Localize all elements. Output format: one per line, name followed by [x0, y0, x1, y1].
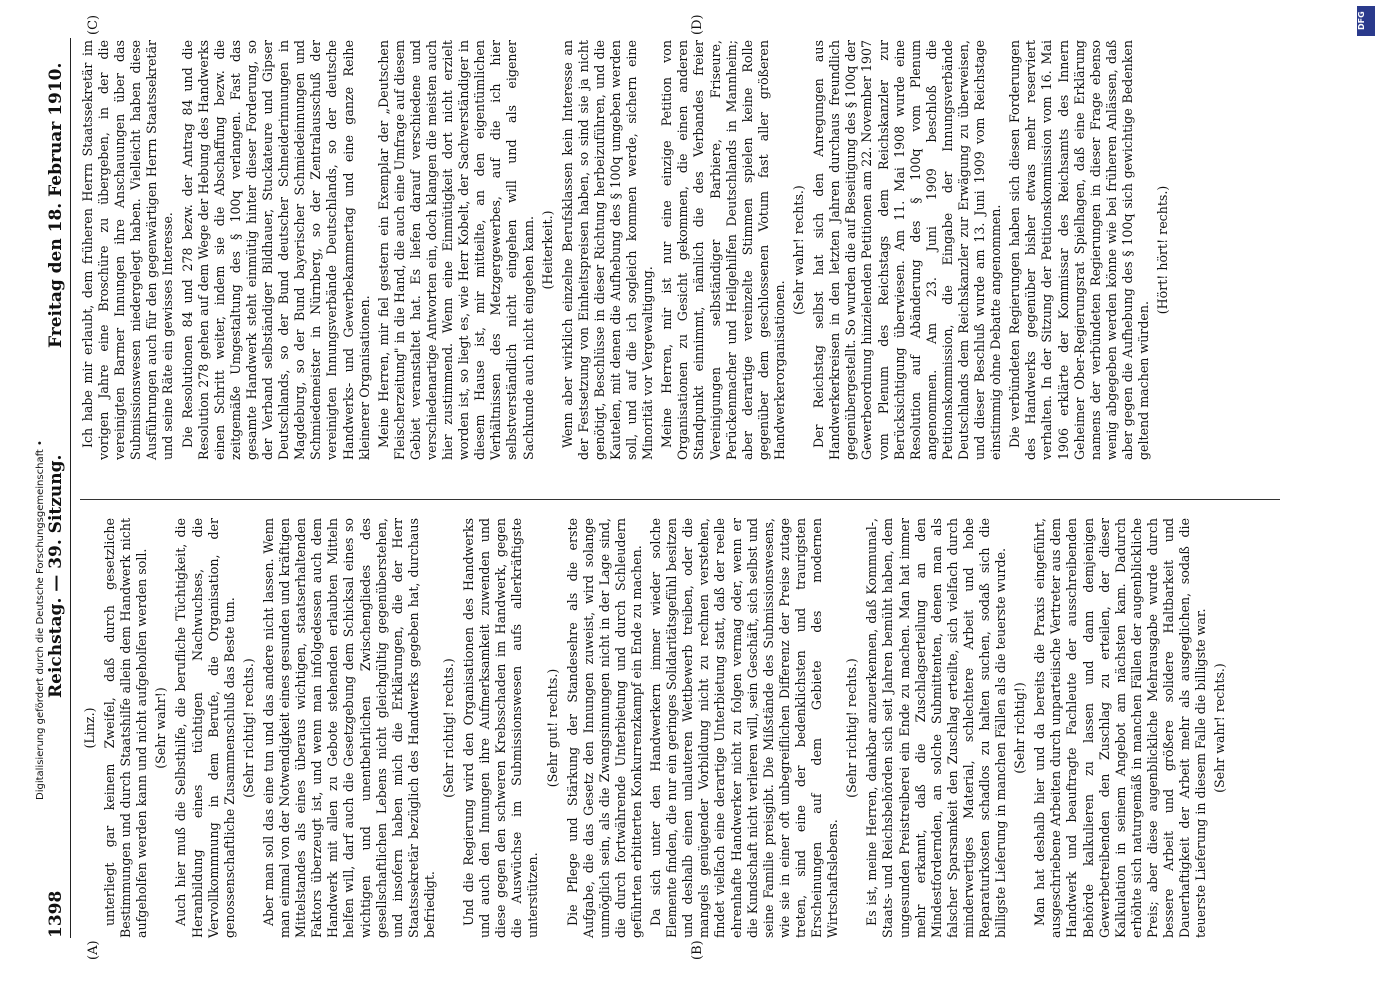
paragraph: Wenn aber wirklich einzelne Berufsklassen kein Interesse an der Festsetzung von Einheitspreisen haben, so sind sie ja nicht genötigt, Beschlüsse in dieser Richtung herbeizuführen, und die Kautelen, mit denen die Aufhebung des § 100q umgeben werden soll, und auf die ich sogleich kommen werde, sichern eine Minorität vor Vergewaltigung.: [559, 40, 656, 460]
digitization-note: Digitalisierung gefördert durch die Deutsche Forschungsgemeinschaft •: [35, 440, 46, 800]
column-divider: [80, 499, 1280, 500]
left-text-column: [80, 518, 1232, 938]
paragraph: (Sehr wahr!): [153, 687, 169, 769]
paragraph: Und die Regierung wird den Organisationen des Handwerks und auch den Innungen ihre Aufmerksamkeit zuwenden und diese gegen den schweren Krebsschaden im Handwerk, gegen die Auswüchse im Submissionswesen aufs allerkräftigste unterstützen.: [461, 518, 541, 938]
paragraph: Die verbündeten Regierungen haben sich diesen Forderungen des Handwerks gegenüber bisher etwas mehr reserviert verhalten. In der Sitzung der Petitionskommission vom 16. Mai 1906 erklärte der Kommissar des Reichsamts des Innern Geheimer Ober-Regierungsrat Spielhagen, daß eine Erklärung namens der verbündeten Regierungen in dieser Frage ebenso wenig abgegeben werden könne wie bei früheren Anlässen, daß aber gegen die Aufhebung des § 100q sich gewichtige Bedenken geltend machen würden.: [1007, 40, 1151, 460]
paragraph: Auch hier muß die Selbsthilfe, die berufliche Tüchtigkeit, die Heranbildung eines tüchtigen Nachwuchses, die Vervollkommnung in dem Berufe, die Organisation, der genossenschaftliche Zusammenschluß das Beste tun.: [173, 518, 237, 938]
page-number: 1398: [46, 890, 66, 938]
paragraph: (Sehr richtig!): [1012, 682, 1028, 774]
paragraph: Es ist, meine Herren, dankbar anzuerkennen, daß Kommunal-, Staats- und Reichsbehörden sich seit Jahren bemüht haben, dem ungesunden Preistreiberei ein Ende zu machen. Man hat immer mehr erkannt, daß die Zuschlagserteilung an den Mindestfordernden, an solche Submittenten, denen man als falscher Sparsamkeit den Zuschlag erteilte, sich vielfach durch minderwertiges Material, schlechtere Arbeit und hohe Reparaturkosten schadlos zu halten suchen, sodaß sich die billigste Lieferung in manchen Fällen als die teuerste wurde.: [864, 518, 1009, 938]
paragraph: Meine Herren, mir fiel gestern ein Exemplar der „Deutschen Fleischerzeitung" in die Hand, die auch eine Umfrage auf diesem Gebiet veranstaltet hat. Es liefen darauf verschiedene und verschiedenartige Antworten ein, doch klangen die meisten auch hier zustimmend. Wenn eine Einmütigkeit dort nicht erzielt worden ist, so liegt es, wie Herr Kobelt, der Sachverständiger in diesem Hause ist, mir mitteilte, an den eigentümlichen Verhältnissen des Metzgergewerbes, auf die ich hier selbstverständlich nicht eingehen will und als eigener Sachkunde auch nicht eingehen kann.: [375, 40, 536, 460]
paragraph: Man hat deshalb hier und da bereits die Praxis eingeführt, ausgeschriebene Arbeiten durch unparteiische Vertreter aus dem Handwerk und beauftragte Fachleute der ausschreibenden Behörde kalkulieren zu lassen und dann demjenigen Gewerbetreibenden den Zuschlag zu erteilen, der dieser Kalkulation in seinem Angebot am nächsten kam. Dadurch erhöhte sich naturgemäß in manchen Fällen der augenblickliche Preis; aber diese augenblickliche Mehrausgabe wurde durch bessere Arbeit und größere solidere Haltbarkeit und Dauerhaftigkeit der Arbeit mehr als ausgeglichen, sodaß die teuerste Lieferung in diesem Falle die billigste war.: [1032, 518, 1209, 938]
paragraph: (Sehr richtig! rechts.): [440, 658, 456, 798]
margin-marker-b: (B): [690, 940, 705, 960]
dfg-logo: DFG: [1357, 6, 1375, 36]
paragraph: Ich habe mir erlaubt, dem früheren Herrn Staatssekretär im vorigen Jahre eine Broschüre zu übergeben, in der die vereinigten Barmer Innungen ihre Anschauungen über das Submissionswesen niedergelegt haben. Vielleicht haben diese Ausführungen auch für den gegenwärtigen Herrn Staatssekretär und seine Räte ein gewisses Interesse.: [80, 40, 176, 460]
margin-marker-c: (C): [86, 14, 101, 35]
paragraph: (Sehr wahr! rechts.): [791, 185, 807, 315]
paragraph: Die Resolutionen 84 und 278 bezw. der Antrag 84 und die Resolution 278 gehen auf dem Wege der Hebung des Handwerks einen Schritt weiter, indem sie die Abschaffung bezw. die zeitgemäße Umgestaltung des § 100q verlangen. Fast das gesamte Handwerk steht einmütig hinter dieser Forderung, so der Verband selbständiger Bildhauer, Stuckateure und Gipser Deutschlands, so der Bund deutscher Schneiderinnungen in Magdeburg, so der Bund bayerischer Schmiedeinnungen und Schmiedemeister in Nürnberg, so der Zentralausschuß der vereinigten Innungsverbände Deutschlands, so der deutsche Handwerks- und Gewerbekammertag und eine ganze Reihe kleinerer Organisationen.: [179, 40, 372, 460]
paragraph: Aber man soll das eine tun und das andere nicht lassen. Wenn man einmal von der Notwendigkeit eines gesunden und kräftigen Mittelstandes als eines überaus wichtigen, staatserhaltenden Faktors überzeugt ist, und wenn man infolgedessen auch dem Handwerk mit allen zu Gebote stehenden erlaubten Mitteln helfen will, darf auch die Gesetzgebung dem Schicksal eines so wichtigen und unentbehrlichen Zwischengliedes des gesellschaftlichen Lebens nicht gleichgültig gegenüberstehen, und insofern haben mich die Erklärungen, die der Herr Staatssekretär bezüglich des Handwerks gegeben hat, durchaus befriedigt.: [260, 518, 437, 938]
paragraph: unterliegt gar keinem Zweifel, daß durch gesetzliche Bestimmungen und durch Staatshilfe allein dem Handwerk nicht aufgeholfen werden kann und nicht aufgeholfen werden soll.: [102, 518, 150, 938]
paragraph: (Sehr gut! rechts.): [544, 668, 560, 788]
running-title-left: Reichstag. — 39. Sitzung.: [46, 454, 66, 698]
paragraph: (Heiterkeit.): [539, 210, 555, 290]
paragraph: (Sehr richtig! rechts.): [240, 658, 256, 798]
paragraph: (Hört! hört! rechts.): [1155, 185, 1171, 315]
right-text-column: [80, 40, 1175, 460]
paragraph: (Sehr richtig! rechts.): [844, 658, 860, 798]
paragraph: (Sehr wahr! rechts.): [1212, 663, 1228, 793]
running-title-right: Freitag den 18. Februar 1910.: [46, 62, 66, 348]
paragraph: Da sich unter den Handwerkern immer wieder solche Elemente finden, die nur ein geringes Solidaritätsgefühl besitzen und deshalb einen unlauteren Wettbewerb treiben, oder die mangels genügender Vorbildung nicht zu rechnen verstehen, findet vielfach eine derartige Unterbietung statt, daß der reelle ehrenhafte Handwerker nicht zu folgen vermag oder, wenn er die Kundschaft nicht verlieren will, sein Geschäft, sich selbst und seine Familie preisgibt. Die Mißstände des Submissionswesens, wie sie in einer oft unbegreiflichen Differenz der Preise zutage treten, sind eine der bedenklichsten und traurigsten Erscheinungen auf dem Gebiete des modernen Wirtschaftslebens.: [648, 518, 841, 938]
paragraph: Die Pflege und Stärkung der Standesehre als die erste Aufgabe, die das Gesetz den Innungen zuweist, wird solange unmöglich sein, als die Zwangsinnungen nicht in der Lage sind, die durch fortwährende Unterbietung und durch Schleudern geführten erbitterten Konkurrenzkampf ein Ende zu machen.: [564, 518, 644, 938]
paragraph: Meine Herren, mir ist nur eine einzige Petition von Organisationen zu Gesicht gekommen, die einen anderen Standpunkt einnimmt, nämlich die des Verbandes freier Vereinigungen selbständiger Barbiere, Friseure, Perückenmacher und Heilgehilfen Deutschlands in Mannheim; aber derartige vereinzelte Stimmen spielen keine Rolle gegenüber dem geschlossenen Votum fast aller größeren Handwerkerorganisationen.: [659, 40, 787, 460]
paragraph: (Linz.): [82, 707, 97, 749]
margin-marker-d: (D): [690, 14, 705, 35]
margin-marker-a: (A): [86, 940, 101, 960]
paragraph: Der Reichstag selbst hat sich den Anregungen aus Handwerkerkreisen in den letzten Jahren durchaus freundlich gegenübergestellt. So wurden die auf Beseitigung des § 100q der Gewerbeordnung hinzielenden Petitionen am 22. November 1907 vom Plenum des Reichstags dem Reichskanzler zur Berücksichtigung überwiesen. Am 11. Mai 1908 wurde eine Resolution auf Abänderung des § 100q vom Plenum angenommen. Am 23. Juni 1909 beschloß die Petitionskommission, die Eingabe der Innungsverbände Deutschlands dem Reichskanzler zur Erwägung zu überweisen, und dieser Beschluß wurde am 13. Juni 1909 vom Reichstage einstimmig ohne Debatte angenommen.: [811, 40, 1004, 460]
